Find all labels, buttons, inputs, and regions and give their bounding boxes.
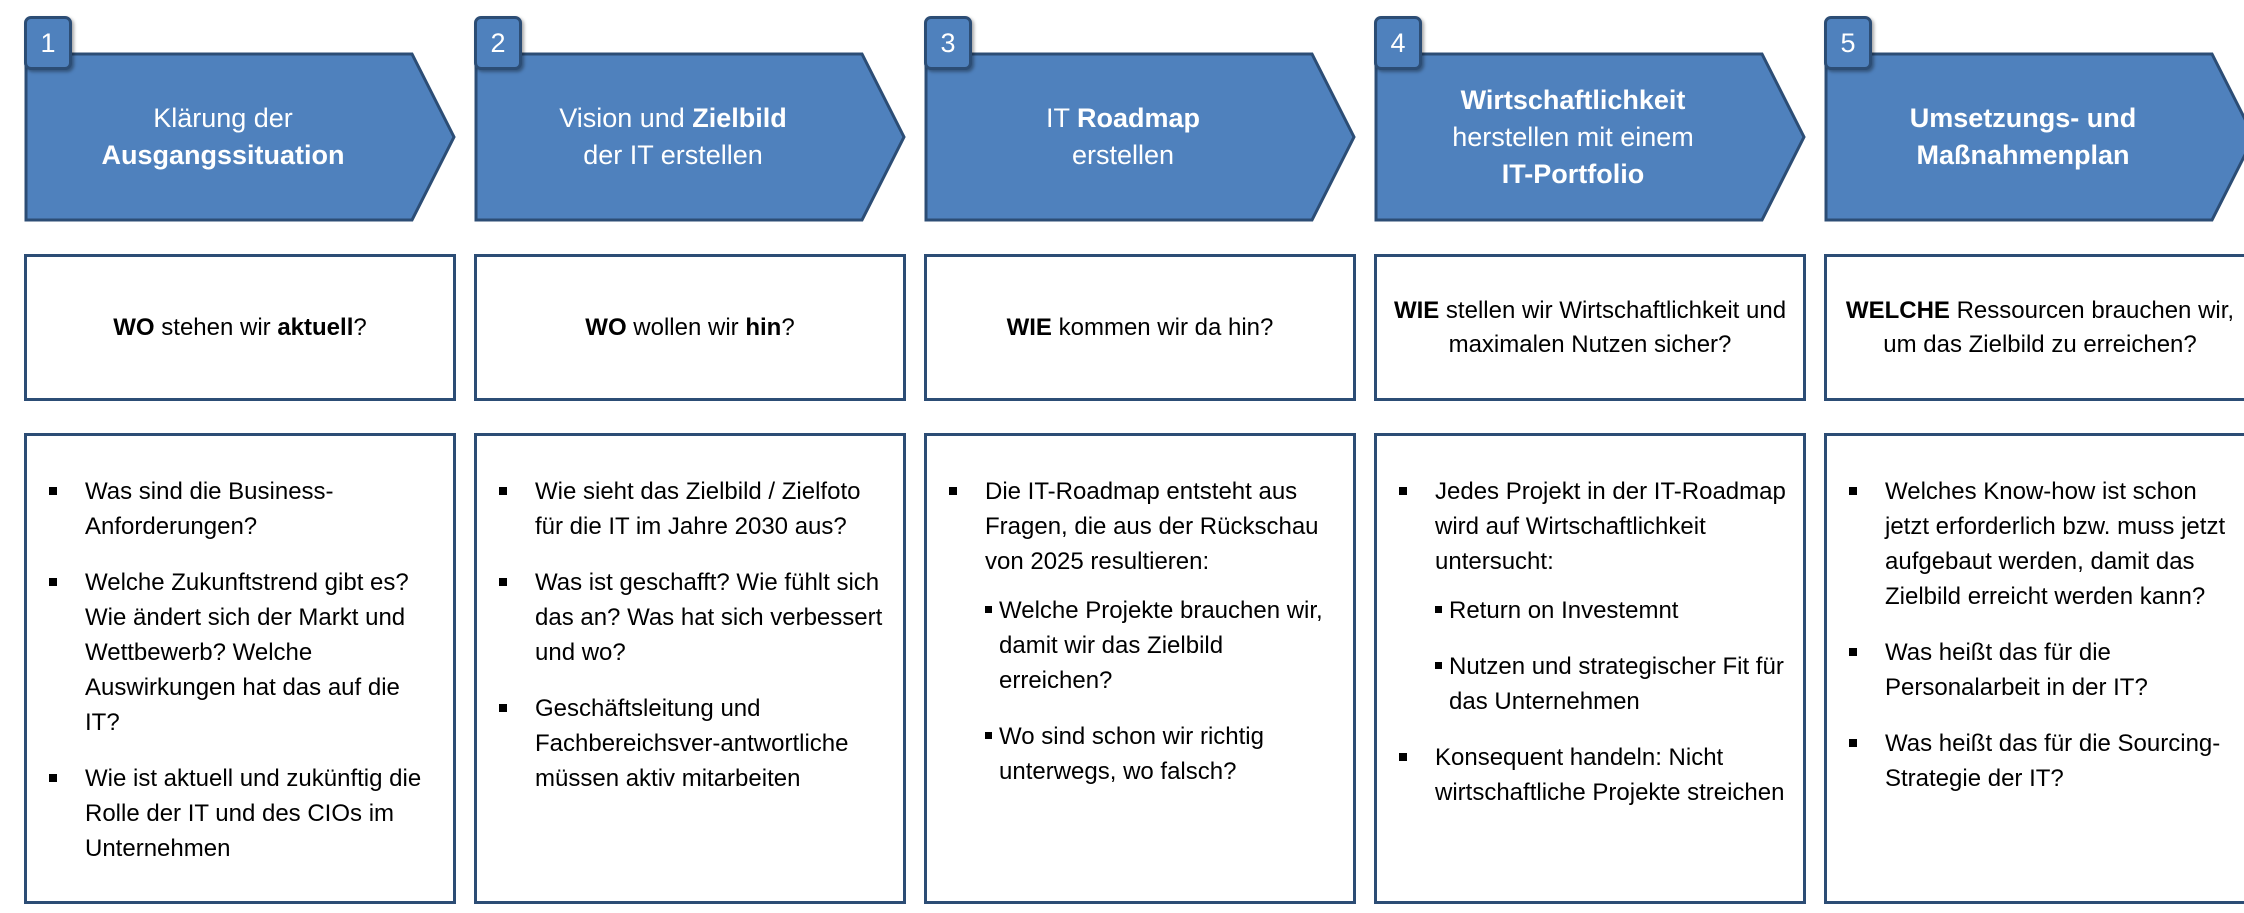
step-title-text: Vision und [559, 103, 693, 133]
bullet-text: Jedes Projekt in der IT-Roadmap wird auf Wirtschaftlichkeit untersucht: [1435, 478, 1786, 575]
question-segment: WO [113, 313, 155, 341]
step-header-arrow [474, 52, 906, 222]
bullet-item [45, 565, 439, 740]
step-number-badge: 1 [24, 16, 72, 70]
step-number-badge: 2 [474, 16, 522, 70]
question-segment: WO [585, 313, 627, 341]
question-box [1824, 254, 2244, 401]
step-header-arrow [1374, 52, 1806, 222]
step-title-line [1046, 100, 1200, 137]
step-title-text: erstellen [1071, 140, 1175, 170]
bullet-item [1395, 474, 1789, 719]
step-column-4 [1374, 0, 1812, 913]
step-title [38, 52, 408, 222]
bullet-text: Welches Know-how ist schon jetzt erforderlich bzw. muss jetzt aufgebaut werden, damit das Zielbild erreicht werden kann? [1885, 478, 2226, 610]
step-title-text: Umsetzungs- und [1909, 103, 2137, 133]
step-title-line [1910, 100, 2137, 137]
bullet-list [945, 474, 1339, 789]
step-column-2 [474, 0, 912, 913]
step-header-arrow [24, 52, 456, 222]
step-header-arrow [924, 52, 1356, 222]
step-number-badge: 3 [924, 16, 972, 70]
bullet-item [1845, 726, 2239, 796]
bullet-item [45, 761, 439, 866]
question-segment: Ressourcen brauchen wir, um das Zielbild zu erreichen? [1883, 296, 2241, 358]
bullet-text: Die IT-Roadmap entsteht aus Fragen, die aus der Rückschau von 2025 resultieren: [985, 478, 1319, 575]
question-segment: ? [353, 313, 367, 341]
question-box [474, 254, 906, 401]
question-segment: WELCHE [1845, 296, 1950, 324]
bullet-text: Was heißt das für die Personalarbeit in der IT? [1885, 639, 2148, 701]
step-title-line [153, 100, 293, 137]
bullet-text: Wie ist aktuell und zukünftig die Rolle der IT und des CIOs im Unternehmen [85, 765, 422, 862]
bullet-list [495, 474, 889, 796]
details-box [924, 433, 1356, 904]
question-text [113, 311, 366, 345]
step-header-arrow [1824, 52, 2244, 222]
sub-bullet-item: Nutzen und strategischer Fit für das Unternehmen [1435, 649, 1789, 719]
step-title-text: Maßnahmenplan [1916, 140, 2130, 170]
step-column-5 [1824, 0, 2244, 913]
bullet-item [495, 565, 889, 670]
details-box [24, 433, 456, 904]
step-title-line [1916, 137, 2129, 174]
step-number-badge: 5 [1824, 16, 1872, 70]
step-title-text: Wirtschaftlichkeit [1460, 84, 1686, 115]
question-segment: wollen wir [626, 313, 746, 341]
step-title-text: Zielbild [692, 103, 787, 133]
question-segment: ? [781, 313, 795, 341]
sub-bullet-list [985, 593, 1339, 789]
question-box [24, 254, 456, 401]
bullet-text: Welche Zukunftstrend gibt es? Wie ändert sich der Markt und Wettbewerb? Welche Auswirkungen hat das auf die IT? [85, 569, 409, 736]
bullet-list [45, 474, 439, 866]
bullet-item [495, 474, 889, 544]
step-title-line [559, 100, 787, 137]
step-title-line [1072, 137, 1174, 174]
step-title [938, 52, 1308, 222]
bullet-item [945, 474, 1339, 789]
step-title [1388, 52, 1758, 222]
step-column-3 [924, 0, 1362, 913]
bullet-list [1845, 474, 2239, 796]
bullet-item [495, 691, 889, 796]
question-text [1389, 294, 1791, 362]
question-box [924, 254, 1356, 401]
bullet-list [1395, 474, 1789, 810]
question-box [1374, 254, 1806, 401]
bullet-item [1845, 635, 2239, 705]
question-text [585, 311, 794, 345]
bullet-text: Was sind die Business-Anforderungen? [85, 478, 334, 540]
step-title-line [1452, 119, 1694, 156]
sub-bullet-list [1435, 593, 1789, 719]
bullet-text: Geschäftsleitung und Fachbereichsver-antwortliche müssen aktiv mitarbeiten [535, 695, 849, 792]
bullet-text: Wie sieht das Zielbild / Zielfoto für die IT im Jahre 2030 aus? [535, 478, 861, 540]
question-segment: hin [745, 313, 782, 341]
step-title-text: herstellen mit einem [1452, 121, 1694, 152]
step-title-text: IT-Portfolio [1501, 158, 1645, 189]
step-number-badge: 4 [1374, 16, 1422, 70]
bullet-text: Konsequent handeln: Nicht wirtschaftliche Projekte streichen [1435, 744, 1785, 806]
step-title-line [583, 137, 763, 174]
question-text [1839, 294, 2241, 362]
details-box [1374, 433, 1806, 904]
step-title [1838, 52, 2208, 222]
bullet-text: Was heißt das für die Sourcing-Strategie der IT? [1885, 730, 2221, 792]
question-segment: WIE [1006, 313, 1052, 341]
question-segment: kommen wir da hin? [1051, 313, 1274, 341]
step-title-text: Ausgangssituation [101, 140, 345, 170]
question-text [1007, 311, 1274, 345]
details-box [1824, 433, 2244, 904]
step-title-text: Roadmap [1076, 103, 1201, 133]
sub-bullet-item: Welche Projekte brauchen wir, damit wir das Zielbild erreichen? [985, 593, 1339, 698]
sub-bullet-item: Wo sind schon wir richtig unterwegs, wo falsch? [985, 719, 1339, 789]
step-title-text: der IT erstellen [583, 140, 763, 170]
step-title-text: Klärung der [153, 103, 293, 133]
bullet-text: Was ist geschafft? Wie fühlt sich das an? Was hat sich verbessert und wo? [535, 569, 883, 666]
step-title [488, 52, 858, 222]
bullet-item [1395, 740, 1789, 810]
details-box [474, 433, 906, 904]
bullet-item [1845, 474, 2239, 614]
step-title-text: IT [1045, 103, 1077, 133]
bullet-item [45, 474, 439, 544]
question-segment: stellen wir Wirtschaftlichkeit und maximalen Nutzen sicher? [1439, 296, 1793, 358]
question-segment: aktuell [277, 313, 354, 341]
step-title-line [1502, 156, 1644, 193]
step-title-line [101, 137, 344, 174]
sub-bullet-item: Return on Investemnt [1435, 593, 1789, 628]
question-segment: WIE [1393, 296, 1440, 324]
question-segment: stehen wir [154, 313, 278, 341]
step-title-line [1461, 82, 1686, 119]
step-column-1 [24, 0, 462, 913]
